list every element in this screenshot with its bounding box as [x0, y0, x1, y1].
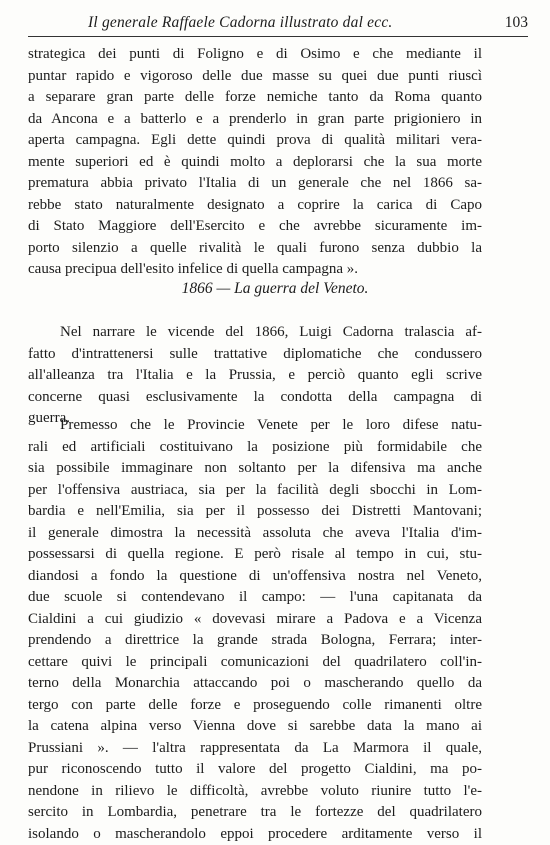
- text-line: nendone in rilievo le difficoltà, avrebbe voluto riunire tutto l'e-: [28, 781, 482, 803]
- text-line: rebbe stato naturalmente designato a coprire la carica di Capo: [28, 195, 482, 217]
- text-line: di Stato Maggiore dell'Esercito e che avrebbe sicuramente im-: [28, 216, 482, 238]
- text-line: terno della Monarchia attaccando poi o mascherando quello da: [28, 673, 482, 695]
- text-line: due scuole si contendevano il campo: — l'una capitanata da: [28, 587, 482, 609]
- text-line: da Ancona e a batterlo e a prenderlo in gran parte prigioniero in: [28, 109, 482, 131]
- text-line: aperta campagna. Egli dette quindi prova di qualità militari vera-: [28, 130, 482, 152]
- text-line: Prussiani ». — l'altra rappresentata da La Marmora il quale,: [28, 738, 482, 760]
- text-line: puntar rapido e vigoroso delle due masse su quei due punti riuscì: [28, 66, 482, 88]
- text-line: possessarsi di quella regione. E però risale al tempo in cui, stu-: [28, 544, 482, 566]
- text-line: cettare quivi le principali comunicazioni del quadrilatero coll'in-: [28, 652, 482, 674]
- text-line: diandosi a fondo la questione di un'offensiva nostra nel Veneto,: [28, 566, 482, 588]
- section-heading: 1866 — La guerra del Veneto.: [0, 280, 550, 298]
- text-line: la catena alpina verso Vienna dove si sarebbe data la mano ai: [28, 716, 482, 738]
- running-header: [28, 10, 528, 37]
- text-line: sia possibile immaginare non soltanto per la difensiva ma anche: [28, 458, 482, 480]
- text-line: strategica dei punti di Foligno e di Osimo e che mediante il: [28, 44, 482, 66]
- text-line: sercito in Lombardia, penetrare tra le fortezze del quadrilatero: [28, 802, 482, 824]
- text-line: Premesso che le Provincie Venete per le loro difese natu-: [28, 415, 482, 437]
- text-line: concerne quasi esclusivamente la condotta della campagna di: [28, 387, 482, 409]
- text-line: isolando o mascherandolo eppoi procedere arditamente verso il: [28, 824, 482, 845]
- paragraph-1866-intro: [28, 322, 482, 430]
- text-line: prendendo a direttrice la grande strada Bologna, Ferrara; inter-: [28, 630, 482, 652]
- text-line: pur riconoscendo tutto il valore del progetto Cialdini, ma po-: [28, 759, 482, 781]
- text-line: il generale dimostra la necessità assoluta che aveva l'Italia d'im-: [28, 523, 482, 545]
- running-title: Il generale Raffaele Cadorna illustrato dal ecc.: [88, 14, 392, 32]
- text-line: Nel narrare le vicende del 1866, Luigi Cadorna tralascia af-: [28, 322, 482, 344]
- text-line: per l'offensiva austriaca, sia per la facilità degli sbocchi in Lom-: [28, 480, 482, 502]
- text-line: porto silenzio a quelle rivalità le quali furono senza dubbio la: [28, 238, 482, 260]
- text-line: fatto d'intrattenersi sulle trattative diplomatiche che condussero: [28, 344, 482, 366]
- text-line: prematura abbia privato l'Italia di un generale che nel 1866 sa-: [28, 173, 482, 195]
- paragraph-continuation: [28, 44, 482, 281]
- paragraph-veneto: [28, 415, 482, 845]
- text-line: all'alleanza tra l'Italia e la Prussia, e perciò quanto egli scrive: [28, 365, 482, 387]
- text-line: guerra.: [28, 408, 482, 430]
- text-line: causa precipua dell'esito infelice di quella campagna ».: [28, 259, 482, 281]
- text-line: bardia e nell'Emilia, sia per il possesso dei Distretti Mantovani;: [28, 501, 482, 523]
- page-number: 103: [505, 14, 528, 32]
- text-line: a separare gran parte delle forze nemiche tanto da Roma quanto: [28, 87, 482, 109]
- text-line: tergo con parte delle forze e proseguendo colle rimanenti oltre: [28, 695, 482, 717]
- text-line: mente superiori ed è quindi molto a deplorarsi che la sua morte: [28, 152, 482, 174]
- text-line: Cialdini a cui giudizio « dovevasi mirare a Padova e a Vicenza: [28, 609, 482, 631]
- text-line: rali ed artificiali costituivano la posizione più formidabile che: [28, 437, 482, 459]
